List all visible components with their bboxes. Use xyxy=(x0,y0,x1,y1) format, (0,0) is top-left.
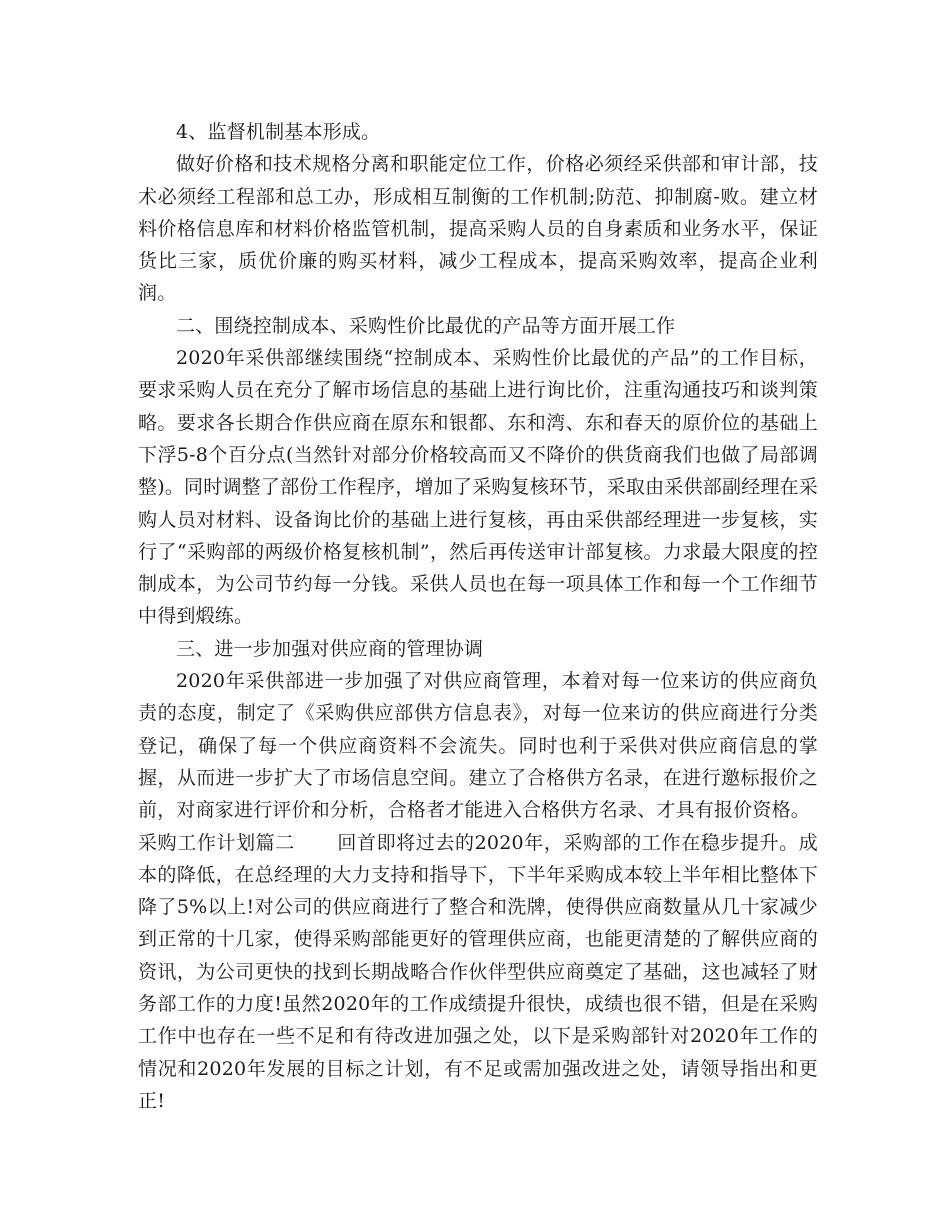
paragraph-supplier-management: 2020年采供部进一步加强了对供应商管理，本着对每一位来访的供应商负责的态度，制定了《采购供应部供方信息表》，对每一位来访的供应商进行分类登记，确保了每一个供应商资料不会流失。同时也利于采供对供应商信息的掌握，从而进一步扩大了市场信息空间。建立了合格供方名录，在进行邀标报价之前，对商家进行评价和分析，合格者才能进入合格供方名录、才具有报价资格。 xyxy=(138,670,818,822)
paragraph-plan-part-two xyxy=(138,827,818,1118)
document-body xyxy=(138,116,818,1117)
heading-cost-control: 二、围绕控制成本、采购性价比最优的产品等方面开展工作 xyxy=(176,314,676,337)
heading-supervision-mechanism: 4、监督机制基本形成。 xyxy=(176,121,381,143)
paragraph-annual-review: 回首即将过去的2020年，采购部的工作在稳步提升。成本的降低，在总经理的大力支持和指导下，下半年采购成本较上半年相比整体下降了5%以上!对公司的供应商进行了整合和洗牌，使得供应商数量从几十家减少到正常的十几家，使得采购部能更好的管理供应商，也能更清楚的了解供应商的资讯，为公司更快的找到长期战略合作伙伴型供应商奠定了基础，这也减轻了财务部工作的力度!虽然2020年的工作成绩提升很快，成绩也很不错，但是在采购工作中也存在一些不足和有待改进加强之处，以下是采购部针对2020年工作的情况和2020年发展的目标之计划，有不足或需加强改进之处，请领导指出和更正! xyxy=(138,831,818,1112)
heading-supplier-management: 三、进一步加强对供应商的管理协调 xyxy=(176,637,484,660)
section-title: 采购工作计划篇二 xyxy=(138,831,295,854)
paragraph-supervision: 做好价格和技术规格分离和职能定位工作，价格必须经采供部和审计部，技术必须经工程部和总工办，形成相互制衡的工作机制;防范、抑制腐-败。建立材料价格信息库和材料价格监管机制，提高采购人员的自身素质和业务水平，保证货比三家，质优价廉的购买材料，减少工程成本，提高采购效率，提高企业利润。 xyxy=(138,153,818,305)
paragraph-cost-control: 2020年采供部继续围绕“控制成本、采购性价比最优的产品”的工作目标，要求采购人员在充分了解市场信息的基础上进行询比价，注重沟通技巧和谈判策略。要求各长期合作供应商在原东和银都、东和湾、东和春天的原价位的基础上下浮5-8个百分点(当然针对部分价格较高而又不降价的供货商我们也做了局部调整)。同时调整了部份工作程序，增加了采购复核环节，采取由采供部副经理在采购人员对材料、设备询比价的基础上进行复核，再由采供部经理进一步复核，实行了“采购部的两级价格复核机制”，然后再传送审计部复核。力求最大限度的控制成本，为公司节约每一分钱。采供人员也在每一项具体工作和每一个工作细节中得到煅练。 xyxy=(138,347,818,628)
